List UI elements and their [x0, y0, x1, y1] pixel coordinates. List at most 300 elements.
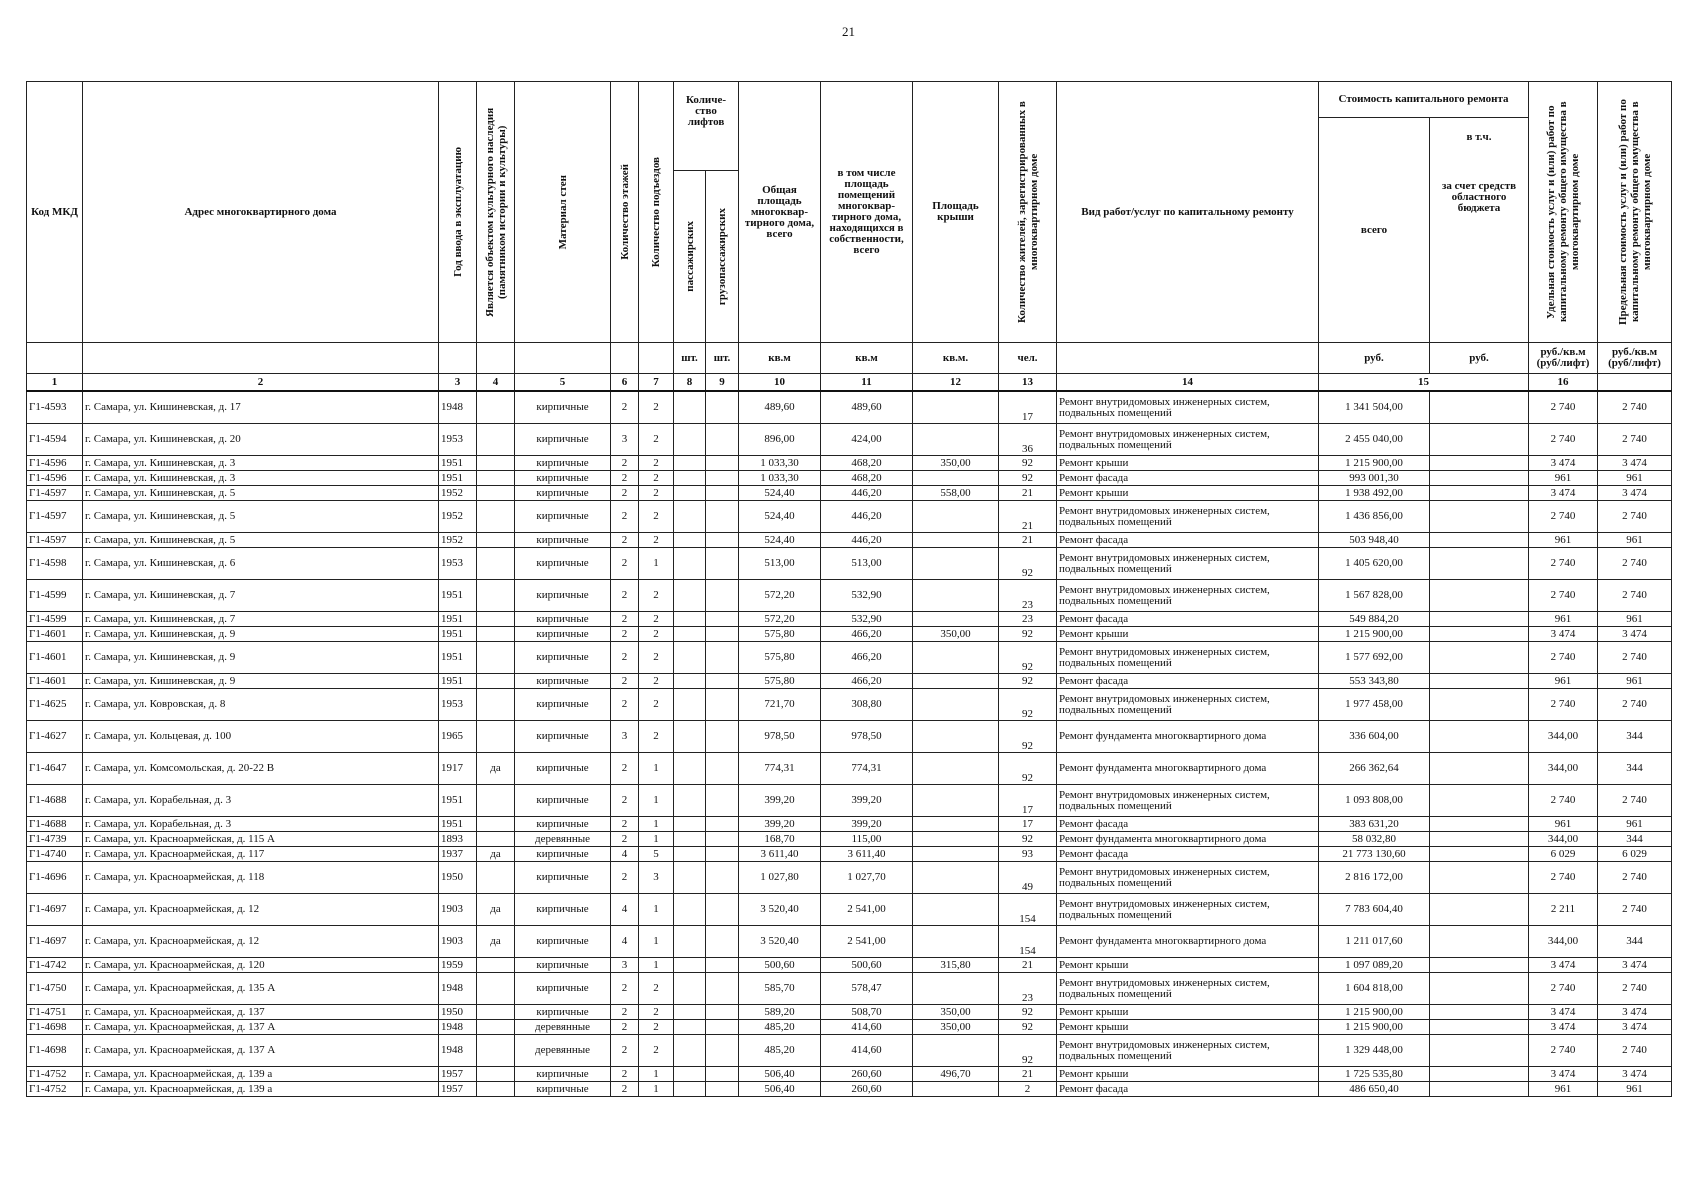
row-total-area: 485,20	[739, 1035, 821, 1067]
row-lifts-cargo	[706, 627, 739, 642]
table-row	[27, 847, 1672, 862]
row-total-area: 589,20	[739, 1005, 821, 1020]
row-roof-area: 350,00	[913, 1020, 999, 1035]
row-work: Ремонт внутридомовых инженерных систем, подвальных помещений	[1057, 501, 1319, 533]
row-wall: кирпичные	[515, 548, 611, 580]
row-unit-cost: 344,00	[1529, 753, 1598, 785]
row-cost-regional	[1430, 501, 1529, 533]
unit-rub: руб.	[1430, 343, 1529, 374]
row-entrances: 1	[639, 753, 674, 785]
row-entrances: 1	[639, 832, 674, 847]
column-number: 11	[821, 374, 913, 392]
row-residents: 92	[999, 456, 1057, 471]
row-year: 1948	[439, 1020, 477, 1035]
row-cost-total: 21 773 130,60	[1319, 847, 1430, 862]
row-roof-area: 315,80	[913, 958, 999, 973]
row-heritage	[477, 973, 515, 1005]
row-code: Г1-4597	[27, 501, 83, 533]
unit-sqm: кв.м	[739, 343, 821, 374]
row-entrances: 2	[639, 391, 674, 424]
row-lifts-cargo	[706, 456, 739, 471]
row-address: г. Самара, ул. Кишиневская, д. 6	[83, 548, 439, 580]
row-residents: 21	[999, 501, 1057, 533]
row-lifts-cargo	[706, 612, 739, 627]
row-unit-cost: 2 740	[1529, 689, 1598, 721]
row-wall: деревянные	[515, 1020, 611, 1035]
row-limit-cost: 2 740	[1598, 785, 1672, 817]
row-unit-cost: 2 740	[1529, 973, 1598, 1005]
table-row	[27, 548, 1672, 580]
row-lifts-cargo	[706, 501, 739, 533]
row-wall: кирпичные	[515, 926, 611, 958]
row-total-area: 575,80	[739, 642, 821, 674]
row-code: Г1-4596	[27, 471, 83, 486]
row-work: Ремонт крыши	[1057, 456, 1319, 471]
row-heritage	[477, 721, 515, 753]
header-floors: Количество этажей	[618, 164, 631, 260]
row-floors: 4	[611, 847, 639, 862]
row-floors: 2	[611, 832, 639, 847]
row-limit-cost: 344	[1598, 721, 1672, 753]
row-heritage	[477, 862, 515, 894]
row-lifts-cargo	[706, 832, 739, 847]
row-heritage	[477, 627, 515, 642]
row-owned-area: 446,20	[821, 486, 913, 501]
row-cost-total: 266 362,64	[1319, 753, 1430, 785]
row-year: 1951	[439, 456, 477, 471]
row-lifts-passenger	[674, 926, 706, 958]
table-row	[27, 894, 1672, 926]
row-wall: кирпичные	[515, 1067, 611, 1082]
row-year: 1953	[439, 689, 477, 721]
row-limit-cost: 961	[1598, 471, 1672, 486]
row-lifts-cargo	[706, 1005, 739, 1020]
row-cost-regional	[1430, 862, 1529, 894]
table-row	[27, 958, 1672, 973]
row-floors: 3	[611, 721, 639, 753]
row-address: г. Самара, ул. Кишиневская, д. 7	[83, 580, 439, 612]
row-cost-total: 486 650,40	[1319, 1082, 1430, 1097]
row-cost-total: 7 783 604,40	[1319, 894, 1430, 926]
row-address: г. Самара, ул. Кишиневская, д. 3	[83, 471, 439, 486]
row-residents: 17	[999, 817, 1057, 832]
row-floors: 2	[611, 689, 639, 721]
row-cost-regional	[1430, 847, 1529, 862]
row-cost-total: 1 725 535,80	[1319, 1067, 1430, 1082]
row-heritage	[477, 612, 515, 627]
row-heritage: да	[477, 926, 515, 958]
row-lifts-passenger	[674, 721, 706, 753]
row-cost-total: 1 604 818,00	[1319, 973, 1430, 1005]
row-code: Г1-4599	[27, 612, 83, 627]
row-entrances: 1	[639, 548, 674, 580]
row-owned-area: 2 541,00	[821, 894, 913, 926]
row-work: Ремонт внутридомовых инженерных систем, подвальных помещений	[1057, 1035, 1319, 1067]
row-cost-total: 553 343,80	[1319, 674, 1430, 689]
row-code: Г1-4688	[27, 817, 83, 832]
column-number: 3	[439, 374, 477, 392]
header-lifts-passenger: пассажирских	[683, 221, 696, 292]
row-work: Ремонт крыши	[1057, 1067, 1319, 1082]
row-heritage	[477, 501, 515, 533]
row-entrances: 1	[639, 958, 674, 973]
row-entrances: 2	[639, 456, 674, 471]
row-lifts-cargo	[706, 926, 739, 958]
row-total-area: 500,60	[739, 958, 821, 973]
row-total-area: 1 033,30	[739, 471, 821, 486]
row-cost-total: 2 455 040,00	[1319, 424, 1430, 456]
row-cost-total: 1 093 808,00	[1319, 785, 1430, 817]
row-wall: кирпичные	[515, 973, 611, 1005]
row-heritage	[477, 580, 515, 612]
row-total-area: 524,40	[739, 486, 821, 501]
row-unit-cost: 2 740	[1529, 642, 1598, 674]
row-total-area: 575,80	[739, 627, 821, 642]
row-unit-cost: 3 474	[1529, 958, 1598, 973]
row-floors: 2	[611, 501, 639, 533]
table-row	[27, 612, 1672, 627]
column-number: 15	[1319, 374, 1529, 392]
row-entrances: 2	[639, 1005, 674, 1020]
row-entrances: 2	[639, 674, 674, 689]
row-roof-area	[913, 533, 999, 548]
table-row	[27, 1082, 1672, 1097]
row-limit-cost: 2 740	[1598, 973, 1672, 1005]
row-total-area: 168,70	[739, 832, 821, 847]
column-number-row	[27, 374, 1672, 392]
row-limit-cost: 3 474	[1598, 456, 1672, 471]
row-work: Ремонт крыши	[1057, 1020, 1319, 1035]
row-heritage	[477, 1067, 515, 1082]
row-wall: кирпичные	[515, 391, 611, 424]
row-residents: 2	[999, 1082, 1057, 1097]
row-roof-area	[913, 501, 999, 533]
row-year: 1951	[439, 471, 477, 486]
row-residents: 21	[999, 1067, 1057, 1082]
row-heritage	[477, 642, 515, 674]
row-residents: 92	[999, 753, 1057, 785]
row-owned-area: 115,00	[821, 832, 913, 847]
row-lifts-cargo	[706, 674, 739, 689]
row-heritage	[477, 471, 515, 486]
row-wall: кирпичные	[515, 642, 611, 674]
row-total-area: 506,40	[739, 1082, 821, 1097]
row-heritage	[477, 817, 515, 832]
row-floors: 2	[611, 817, 639, 832]
row-heritage	[477, 486, 515, 501]
row-address: г. Самара, ул. Красноармейская, д. 117	[83, 847, 439, 862]
row-wall: кирпичные	[515, 456, 611, 471]
row-lifts-passenger	[674, 642, 706, 674]
row-total-area: 3 520,40	[739, 926, 821, 958]
column-number: 1	[27, 374, 83, 392]
row-cost-total: 1 341 504,00	[1319, 391, 1430, 424]
row-floors: 2	[611, 1067, 639, 1082]
row-year: 1965	[439, 721, 477, 753]
row-roof-area	[913, 689, 999, 721]
row-roof-area	[913, 817, 999, 832]
row-owned-area: 399,20	[821, 817, 913, 832]
unit-rub-sqm: руб./кв.м (руб/лифт)	[1529, 343, 1598, 374]
row-lifts-passenger	[674, 958, 706, 973]
table-row	[27, 753, 1672, 785]
row-residents: 92	[999, 689, 1057, 721]
row-address: г. Самара, ул. Красноармейская, д. 12	[83, 926, 439, 958]
row-total-area: 1 027,80	[739, 862, 821, 894]
row-residents: 92	[999, 627, 1057, 642]
row-lifts-passenger	[674, 548, 706, 580]
row-cost-total: 1 215 900,00	[1319, 627, 1430, 642]
row-year: 1959	[439, 958, 477, 973]
row-lifts-passenger	[674, 753, 706, 785]
row-limit-cost: 961	[1598, 674, 1672, 689]
row-entrances: 1	[639, 785, 674, 817]
row-code: Г1-4597	[27, 486, 83, 501]
row-residents: 21	[999, 958, 1057, 973]
row-year: 1952	[439, 486, 477, 501]
row-entrances: 3	[639, 862, 674, 894]
row-limit-cost: 961	[1598, 533, 1672, 548]
row-owned-area: 1 027,70	[821, 862, 913, 894]
row-year: 1953	[439, 548, 477, 580]
row-unit-cost: 3 474	[1529, 1067, 1598, 1082]
row-entrances: 2	[639, 689, 674, 721]
row-limit-cost: 961	[1598, 817, 1672, 832]
row-year: 1950	[439, 1005, 477, 1020]
row-cost-regional	[1430, 973, 1529, 1005]
row-code: Г1-4647	[27, 753, 83, 785]
row-unit-cost: 2 740	[1529, 862, 1598, 894]
row-roof-area	[913, 612, 999, 627]
header-cost-total: всего	[1319, 118, 1430, 343]
row-residents: 49	[999, 862, 1057, 894]
row-year: 1951	[439, 627, 477, 642]
row-floors: 2	[611, 973, 639, 1005]
row-heritage	[477, 689, 515, 721]
row-code: Г1-4597	[27, 533, 83, 548]
row-year: 1948	[439, 391, 477, 424]
row-lifts-cargo	[706, 548, 739, 580]
row-lifts-cargo	[706, 580, 739, 612]
row-wall: кирпичные	[515, 627, 611, 642]
row-roof-area: 350,00	[913, 627, 999, 642]
row-entrances: 2	[639, 471, 674, 486]
row-work: Ремонт фасада	[1057, 471, 1319, 486]
row-address: г. Самара, ул. Красноармейская, д. 12	[83, 894, 439, 926]
row-entrances: 2	[639, 612, 674, 627]
row-work: Ремонт внутридомовых инженерных систем, подвальных помещений	[1057, 580, 1319, 612]
row-residents: 92	[999, 674, 1057, 689]
row-lifts-passenger	[674, 1020, 706, 1035]
row-lifts-cargo	[706, 642, 739, 674]
table-row	[27, 1020, 1672, 1035]
row-entrances: 1	[639, 894, 674, 926]
unit-pcs: шт.	[674, 343, 706, 374]
row-cost-regional	[1430, 391, 1529, 424]
row-owned-area: 466,20	[821, 642, 913, 674]
row-address: г. Самара, ул. Красноармейская, д. 137 А	[83, 1035, 439, 1067]
row-cost-regional	[1430, 721, 1529, 753]
table-row	[27, 817, 1672, 832]
row-owned-area: 446,20	[821, 501, 913, 533]
row-code: Г1-4601	[27, 674, 83, 689]
row-total-area: 399,20	[739, 785, 821, 817]
row-owned-area: 414,60	[821, 1035, 913, 1067]
row-roof-area: 496,70	[913, 1067, 999, 1082]
row-lifts-cargo	[706, 721, 739, 753]
row-entrances: 1	[639, 1067, 674, 1082]
row-wall: кирпичные	[515, 674, 611, 689]
row-residents: 36	[999, 424, 1057, 456]
row-work: Ремонт внутридомовых инженерных систем, подвальных помещений	[1057, 785, 1319, 817]
row-work: Ремонт внутридомовых инженерных систем, подвальных помещений	[1057, 973, 1319, 1005]
row-unit-cost: 961	[1529, 612, 1598, 627]
row-cost-total: 1 329 448,00	[1319, 1035, 1430, 1067]
row-lifts-passenger	[674, 1067, 706, 1082]
row-unit-cost: 3 474	[1529, 1020, 1598, 1035]
row-cost-regional	[1430, 785, 1529, 817]
row-residents: 154	[999, 926, 1057, 958]
row-cost-regional	[1430, 926, 1529, 958]
row-cost-regional	[1430, 471, 1529, 486]
row-code: Г1-4688	[27, 785, 83, 817]
row-limit-cost: 961	[1598, 1082, 1672, 1097]
row-lifts-cargo	[706, 533, 739, 548]
row-residents: 92	[999, 471, 1057, 486]
row-unit-cost: 3 474	[1529, 486, 1598, 501]
row-floors: 2	[611, 533, 639, 548]
row-limit-cost: 2 740	[1598, 580, 1672, 612]
row-work: Ремонт фундамента многоквартирного дома	[1057, 753, 1319, 785]
row-wall: кирпичные	[515, 862, 611, 894]
row-total-area: 489,60	[739, 391, 821, 424]
row-heritage	[477, 1020, 515, 1035]
column-number: 14	[1057, 374, 1319, 392]
row-cost-total: 1 567 828,00	[1319, 580, 1430, 612]
row-code: Г1-4596	[27, 456, 83, 471]
row-lifts-cargo	[706, 753, 739, 785]
row-limit-cost: 961	[1598, 612, 1672, 627]
unit-sqm: кв.м	[821, 343, 913, 374]
column-number: 12	[913, 374, 999, 392]
row-roof-area	[913, 580, 999, 612]
row-code: Г1-4625	[27, 689, 83, 721]
column-number: 10	[739, 374, 821, 392]
row-cost-regional	[1430, 674, 1529, 689]
row-year: 1953	[439, 424, 477, 456]
row-lifts-passenger	[674, 1082, 706, 1097]
unit-sqm: кв.м.	[913, 343, 999, 374]
row-wall: кирпичные	[515, 894, 611, 926]
table-row	[27, 471, 1672, 486]
row-work: Ремонт фасада	[1057, 847, 1319, 862]
table-row	[27, 642, 1672, 674]
row-cost-regional	[1430, 642, 1529, 674]
row-work: Ремонт внутридомовых инженерных систем, подвальных помещений	[1057, 424, 1319, 456]
table-row	[27, 627, 1672, 642]
row-roof-area	[913, 1082, 999, 1097]
row-unit-cost: 3 474	[1529, 627, 1598, 642]
row-limit-cost: 344	[1598, 753, 1672, 785]
row-floors: 3	[611, 424, 639, 456]
row-floors: 2	[611, 627, 639, 642]
row-code: Г1-4627	[27, 721, 83, 753]
row-wall: кирпичные	[515, 580, 611, 612]
row-address: г. Самара, ул. Кишиневская, д. 5	[83, 501, 439, 533]
row-lifts-cargo	[706, 471, 739, 486]
row-unit-cost: 961	[1529, 533, 1598, 548]
row-total-area: 575,80	[739, 674, 821, 689]
row-cost-regional	[1430, 456, 1529, 471]
row-owned-area: 424,00	[821, 424, 913, 456]
row-entrances: 1	[639, 1082, 674, 1097]
row-residents: 23	[999, 580, 1057, 612]
row-entrances: 2	[639, 501, 674, 533]
row-code: Г1-4751	[27, 1005, 83, 1020]
table-row	[27, 785, 1672, 817]
row-lifts-cargo	[706, 847, 739, 862]
row-year: 1951	[439, 785, 477, 817]
row-work: Ремонт фундамента многоквартирного дома	[1057, 721, 1319, 753]
row-floors: 2	[611, 785, 639, 817]
row-code: Г1-4598	[27, 548, 83, 580]
row-address: г. Самара, ул. Кишиневская, д. 3	[83, 456, 439, 471]
row-year: 1903	[439, 926, 477, 958]
row-total-area: 399,20	[739, 817, 821, 832]
row-lifts-passenger	[674, 862, 706, 894]
row-year: 1957	[439, 1082, 477, 1097]
row-address: г. Самара, ул. Кишиневская, д. 20	[83, 424, 439, 456]
row-heritage	[477, 1082, 515, 1097]
row-address: г. Самара, ул. Красноармейская, д. 137	[83, 1005, 439, 1020]
row-owned-area: 532,90	[821, 580, 913, 612]
row-lifts-passenger	[674, 424, 706, 456]
header-total-area: Общая площадь многоквар- тирного дома, всего	[739, 82, 821, 343]
header-unit-cost: Удельная стоимость услуг и (или) работ по капитальному ремонту общего имущества в многоквартирном доме	[1545, 101, 1582, 323]
row-unit-cost: 344,00	[1529, 832, 1598, 847]
row-residents: 92	[999, 548, 1057, 580]
row-cost-regional	[1430, 580, 1529, 612]
row-address: г. Самара, ул. Кишиневская, д. 5	[83, 533, 439, 548]
row-owned-area: 532,90	[821, 612, 913, 627]
row-address: г. Самара, ул. Кишиневская, д. 9	[83, 627, 439, 642]
row-code: Г1-4601	[27, 642, 83, 674]
row-lifts-cargo	[706, 862, 739, 894]
unit-rub: руб.	[1319, 343, 1430, 374]
row-roof-area	[913, 862, 999, 894]
row-residents: 23	[999, 973, 1057, 1005]
header-entrances: Количество подъездов	[650, 156, 662, 268]
row-address: г. Самара, ул. Кольцевая, д. 100	[83, 721, 439, 753]
row-code: Г1-4739	[27, 832, 83, 847]
row-owned-area: 260,60	[821, 1082, 913, 1097]
row-roof-area	[913, 674, 999, 689]
row-limit-cost: 3 474	[1598, 627, 1672, 642]
row-total-area: 585,70	[739, 973, 821, 1005]
row-limit-cost: 2 740	[1598, 689, 1672, 721]
row-address: г. Самара, ул. Ковровская, д. 8	[83, 689, 439, 721]
row-lifts-cargo	[706, 424, 739, 456]
row-owned-area: 466,20	[821, 674, 913, 689]
row-year: 1937	[439, 847, 477, 862]
row-roof-area	[913, 753, 999, 785]
row-unit-cost: 2 740	[1529, 501, 1598, 533]
row-lifts-passenger	[674, 785, 706, 817]
row-roof-area: 558,00	[913, 486, 999, 501]
row-cost-total: 1 405 620,00	[1319, 548, 1430, 580]
row-cost-regional	[1430, 424, 1529, 456]
row-roof-area	[913, 391, 999, 424]
